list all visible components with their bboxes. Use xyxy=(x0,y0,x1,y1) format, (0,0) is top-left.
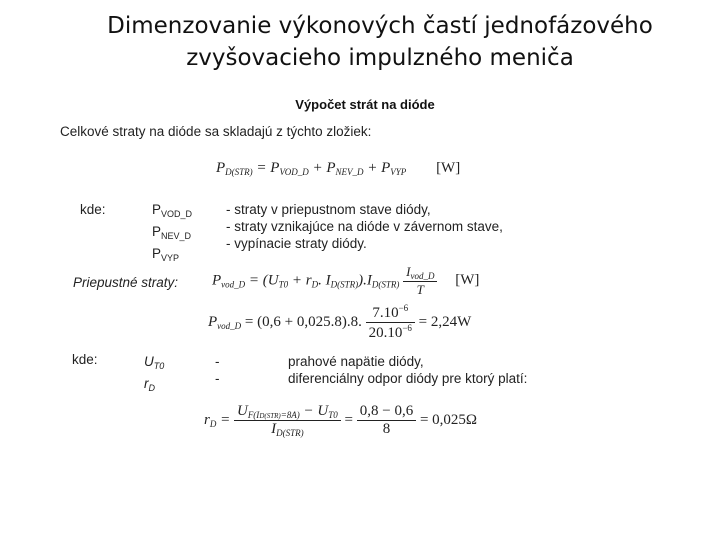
title-line-2: zvyšovacieho impulzného meniča xyxy=(186,45,574,71)
desc-rd: diferenciálny odpor diódy pre ktorý platí: xyxy=(288,371,528,386)
symbol-ut0: $U_{T0}$ xyxy=(144,354,165,371)
kde-label-2: kde: xyxy=(72,352,98,367)
page-title xyxy=(0,10,720,74)
unit-total: [W] xyxy=(436,160,461,176)
desc-ut0: prahové napätie diódy, xyxy=(288,354,424,369)
equation-pvod-formula: $P_{vod\_D} = (U_{T0} + r_D$. $I_{D(STR)}).I_{D(STR)}$ $\frac{I_{vod\_D}}{T}$ [W] xyxy=(212,264,480,297)
equation-rd: $r_D$ = $\frac{U_{F(ID(STR)=8A)} - U_{T0}}{I_{D(STR)}}$ = $\frac{0,8 - 0,6}{8}$ = 0,025Ω xyxy=(204,403,478,438)
section-subtitle: Výpočet strát na dióde xyxy=(295,97,435,112)
equation-pvod-value: $P_{vod\_D} = (0,6 + 0,025.8).8$. $\frac{7.10^{-6}}{20.10^{-6}}$ = 2,24W xyxy=(208,303,472,341)
symbol-pvyp: $P_{VYP}$ xyxy=(152,246,180,263)
kde2-dashes: - - xyxy=(215,354,220,386)
symbol-rd: $r_D$ xyxy=(144,376,155,393)
symbol-pnev: $P_{NEV\_D}$ xyxy=(152,224,192,241)
desc-pvyp: - vypínacie straty diódy. xyxy=(226,236,367,251)
equation-total-losses: $P_{D(STR)} = P_{VOD\_D} + P_{NEV\_D} + P_{VYP}$ [W] xyxy=(216,160,461,177)
desc-pvod: - straty v priepustnom stave diódy, xyxy=(226,202,431,217)
desc-pnev: - straty vznikajúce na dióde v závernom stave, xyxy=(226,219,503,234)
kde1-descriptions xyxy=(226,201,503,252)
unit-pvod: [W] xyxy=(455,272,480,289)
priepustne-straty-label: Priepustné straty: xyxy=(73,275,179,290)
symbol-pvod: $P_{VOD\_D}$ xyxy=(152,202,193,219)
kde-label-1: kde: xyxy=(80,202,106,217)
kde1-symbols xyxy=(152,201,192,267)
title-line-1: Dimenzovanie výkonových častí jednofázového xyxy=(107,13,653,39)
kde2-descriptions xyxy=(288,353,527,387)
intro-text: Celkové straty na dióde sa skladajú z týchto zložiek: xyxy=(60,124,372,139)
kde2-symbols xyxy=(144,353,164,397)
